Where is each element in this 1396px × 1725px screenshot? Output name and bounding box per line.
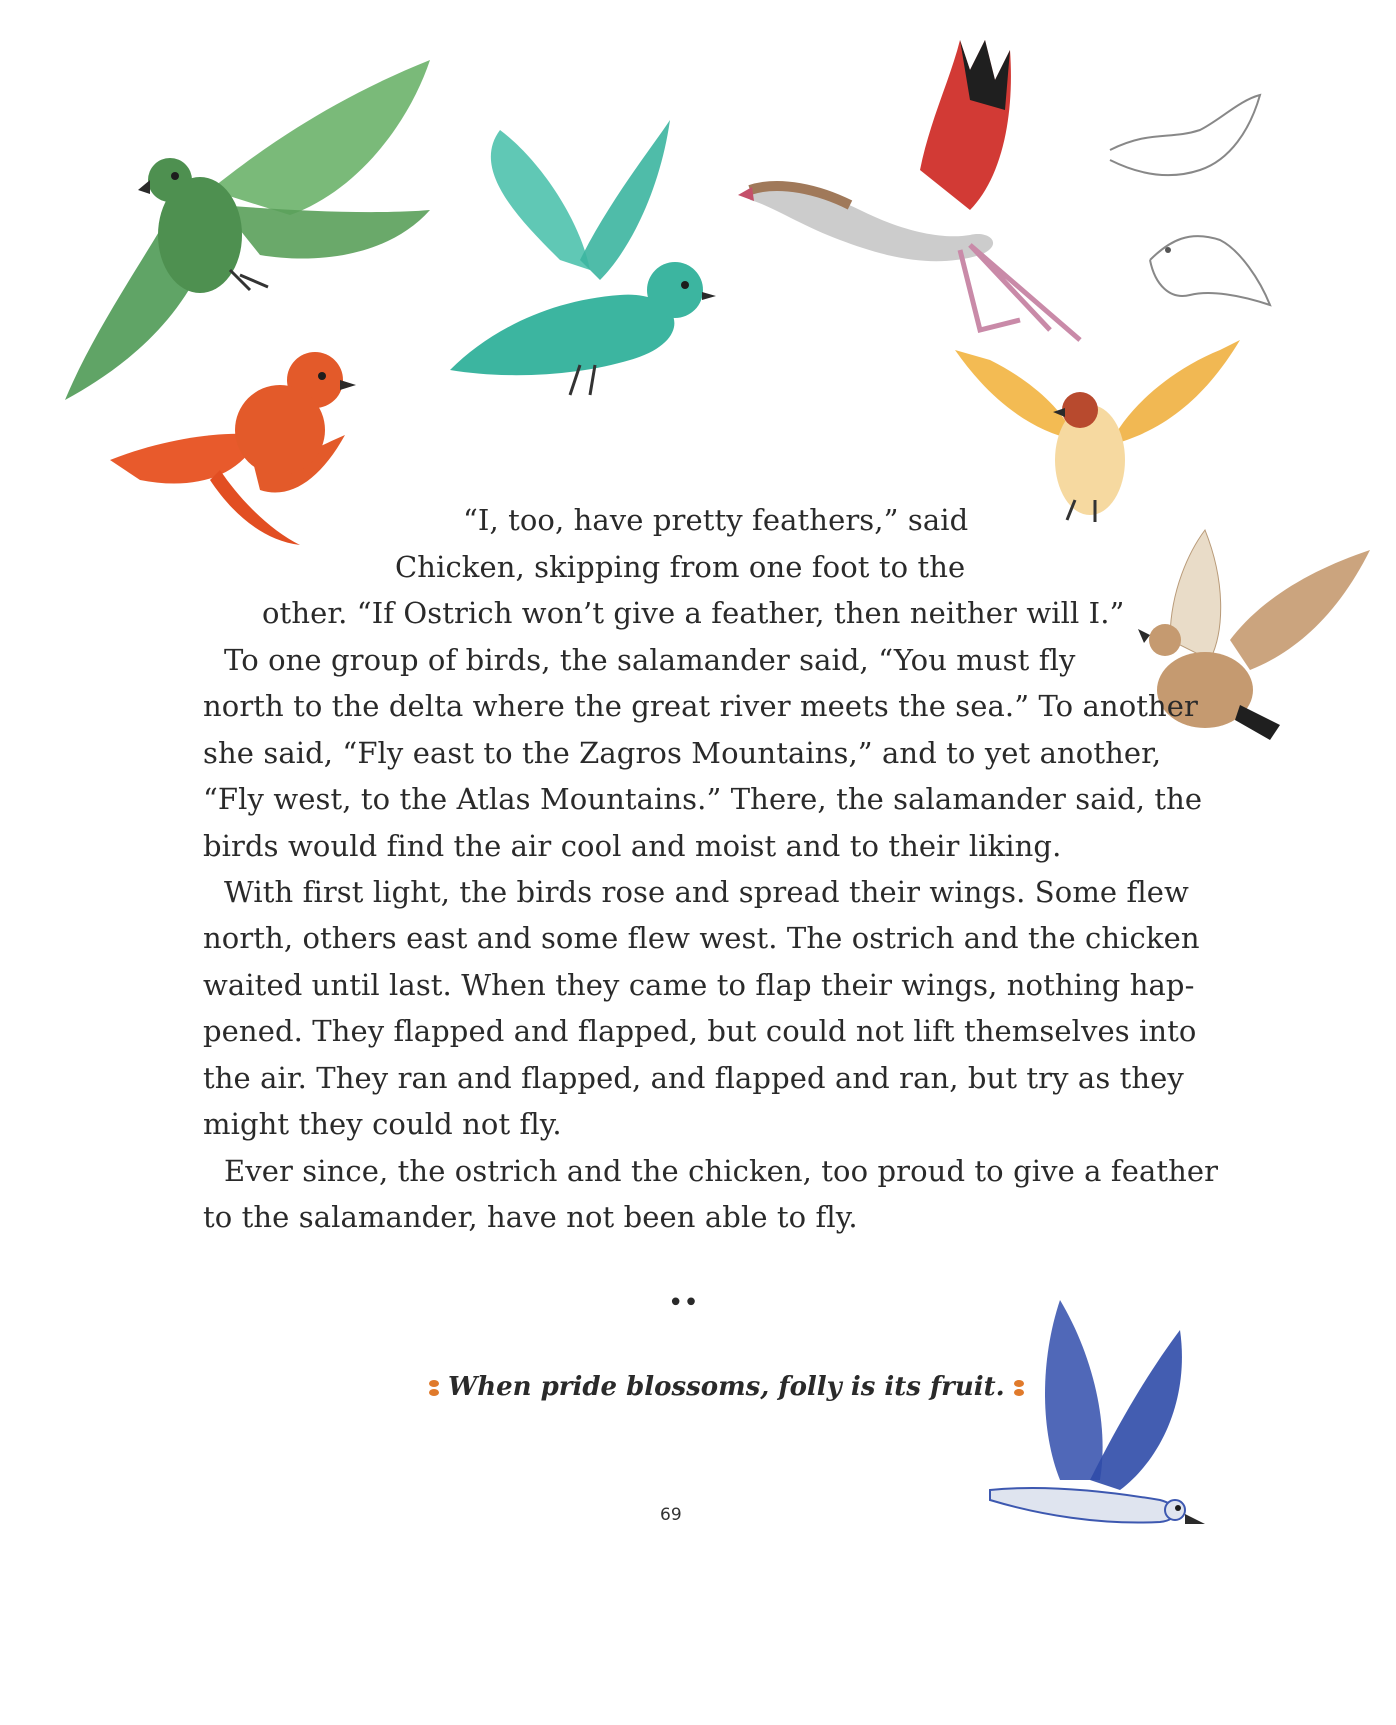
paragraph-3-line-3: waited until last. When they came to flap their wings, nothing hap- <box>203 968 1195 1002</box>
paragraph-3-line-4: pened. They flapped and flapped, but could not lift themselves into <box>203 1014 1197 1048</box>
paragraph-1-line-2: Chicken, skipping from one foot to the <box>395 550 966 584</box>
red-bird-illustration <box>100 350 360 550</box>
paragraph-2-line-3: she said, “Fly east to the Zagros Mountains,” and to yet another, <box>203 736 1162 770</box>
paragraph-4-line-1: Ever since, the ostrich and the chicken, too proud to give a feather <box>224 1154 1219 1188</box>
sketch-bird-illustration <box>1090 90 1290 330</box>
paragraph-2-line-1: To one group of birds, the salamander said, “You must fly <box>224 643 1076 677</box>
blue-bird-illustration <box>980 1290 1220 1540</box>
paragraph-3-line-6: might they could not fly. <box>203 1107 562 1141</box>
left-ornament-icon <box>428 1379 440 1397</box>
paragraph-2-line-4: “Fly west, to the Atlas Mountains.” There, the salamander said, the <box>203 782 1203 816</box>
teal-bird-illustration <box>430 110 740 410</box>
paragraph-3-line-5: the air. They ran and flapped, and flapped and ran, but try as they <box>203 1061 1184 1095</box>
page-number: 69 <box>660 1505 682 1525</box>
moral-line <box>420 1367 1005 1407</box>
paragraph-2-line-2: north to the delta where the great river meets the sea.” To another <box>203 689 1199 723</box>
paragraph-3-line-2: north, others east and some flew west. The ostrich and the chicken <box>203 921 1200 955</box>
paragraph-4-line-2: to the salamander, have not been able to fly. <box>203 1200 858 1234</box>
moral-text: When pride blossoms, folly is its fruit. <box>448 1372 1005 1402</box>
paragraph-1-line-3: other. “If Ostrich won’t give a feather, then neither will I.” <box>262 596 1125 630</box>
paragraph-3-line-1: With first light, the birds rose and spread their wings. Some flew <box>224 875 1189 909</box>
yellow-bird-illustration <box>950 330 1250 540</box>
right-ornament-icon <box>1013 1379 1025 1397</box>
section-divider: •• <box>668 1288 699 1318</box>
paragraph-2-line-5: birds would find the air cool and moist and to their liking. <box>203 829 1062 863</box>
paragraph-1-line-1: “I, too, have pretty feathers,” said <box>463 503 969 537</box>
